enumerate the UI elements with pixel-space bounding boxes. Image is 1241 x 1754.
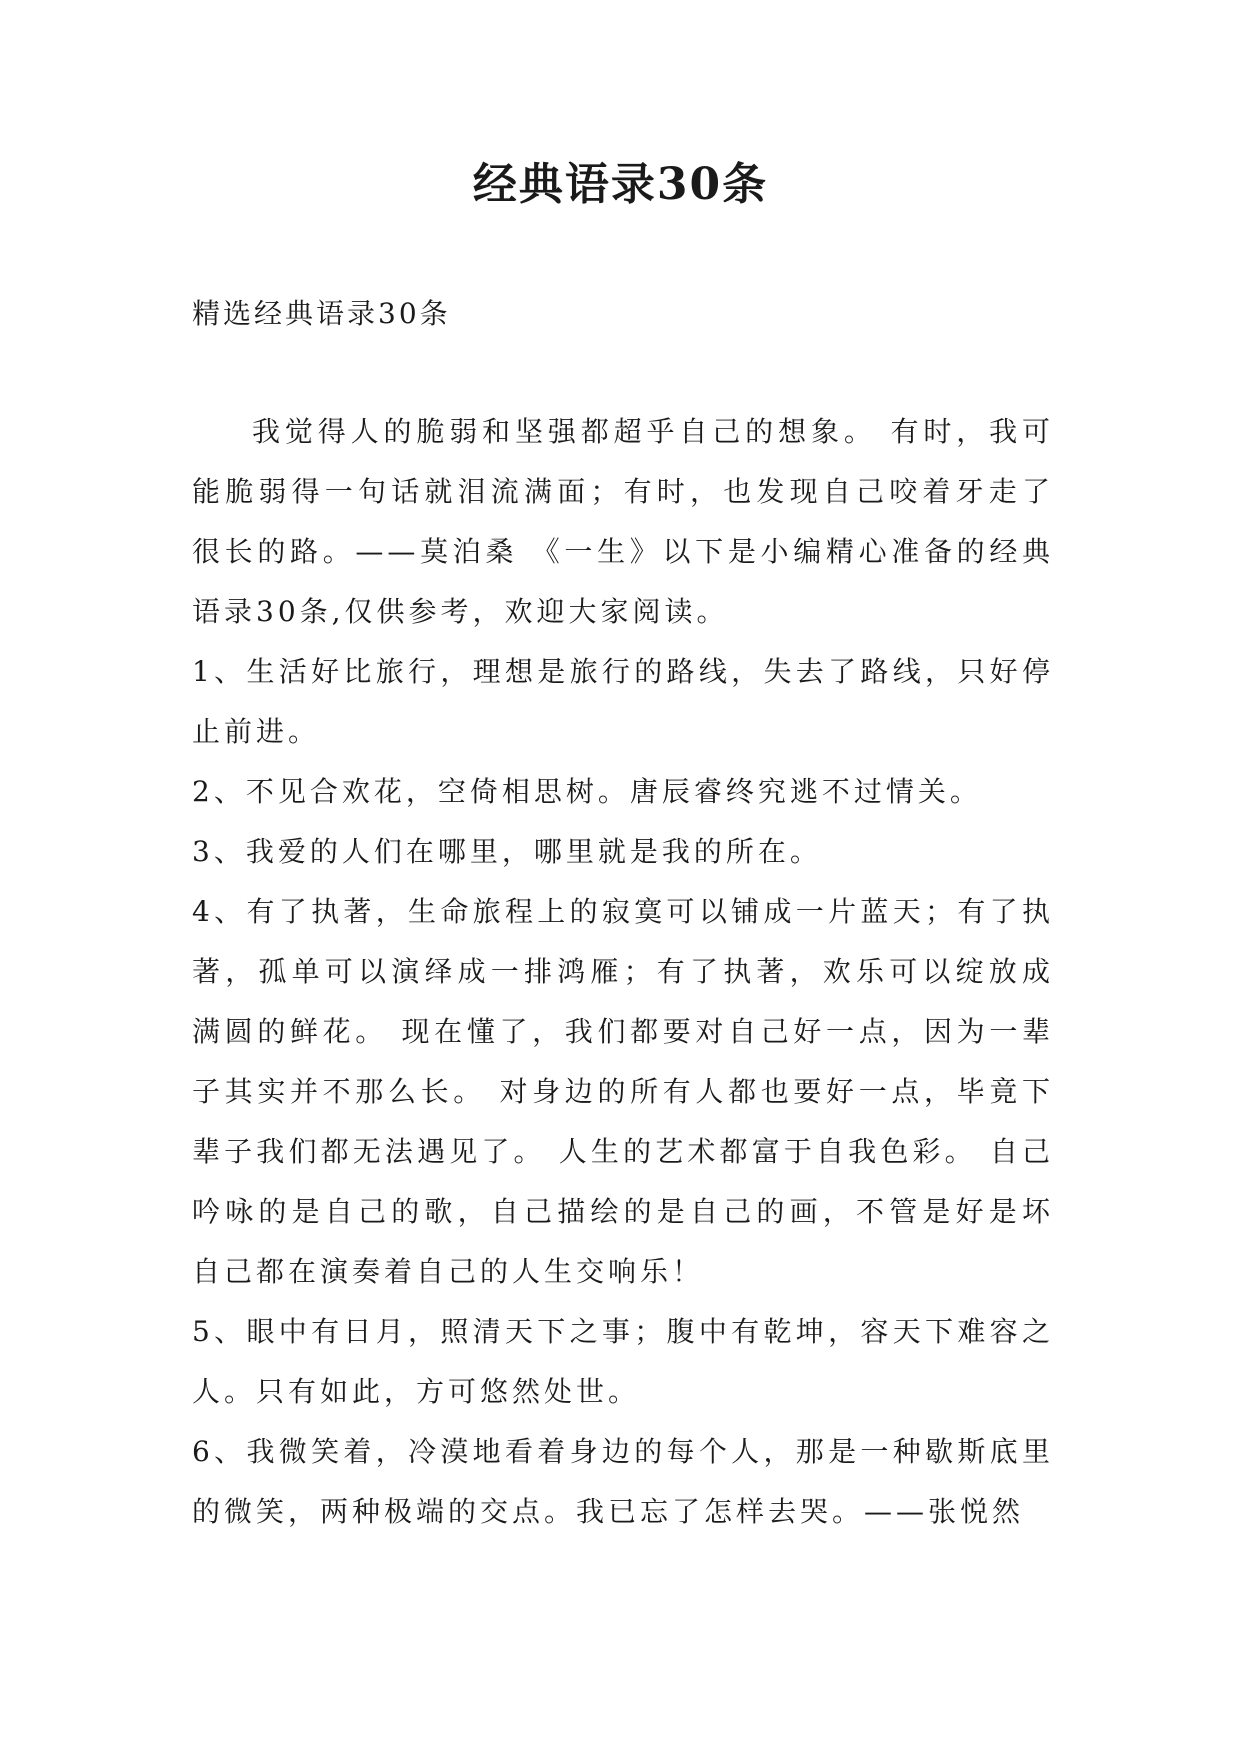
quote-item-4: 4、有了执著，生命旅程上的寂寞可以铺成一片蓝天；有了执著，孤单可以演绎成一排鸿雁；有了执著，欢乐可以绽放成满圆的鲜花。 现在懂了，我们都要对自己好一点，因为一辈子其实并不那么长。 对身边的所有人都也要好一点，毕竟下辈子我们都无法遇见了。 人生的艺术都富于自我色彩。 自己吟咏的是自己的歌，自己描绘的是自己的画，不管是好是坏自己都在演奏着自己的人生交响乐！	[192, 895, 1054, 1288]
quote-item-3: 3、我爱的人们在哪里，哪里就是我的所在。	[192, 835, 822, 868]
quote-item-6: 6、我微笑着，冷漠地看着身边的每个人，那是一种歇斯底里的微笑，两种极端的交点。我已忘了怎样去哭。——张悦然	[192, 1435, 1054, 1528]
quote-item-2: 2、不见合欢花，空倚相思树。唐辰睿终究逃不过情关。	[192, 775, 982, 808]
page-title: 经典语录30条	[472, 159, 769, 210]
quote-item-1: 1、生活好比旅行，理想是旅行的路线，失去了路线，只好停止前进。	[192, 655, 1054, 748]
quote-item-5: 5、眼中有日月，照清天下之事；腹中有乾坤，容天下难容之人。只有如此，方可悠然处世。	[192, 1315, 1054, 1408]
document-body	[192, 402, 1054, 1542]
document-subtitle: 精选经典语录30条	[192, 297, 451, 330]
intro-paragraph: 我觉得人的脆弱和坚强都超乎自己的想象。 有时，我可能脆弱得一句话就泪流满面；有时，也发现自己咬着牙走了很长的路。——莫泊桑 《一生》以下是小编精心准备的经典语录30条,仅供参考，欢迎大家阅读。	[192, 415, 1054, 628]
